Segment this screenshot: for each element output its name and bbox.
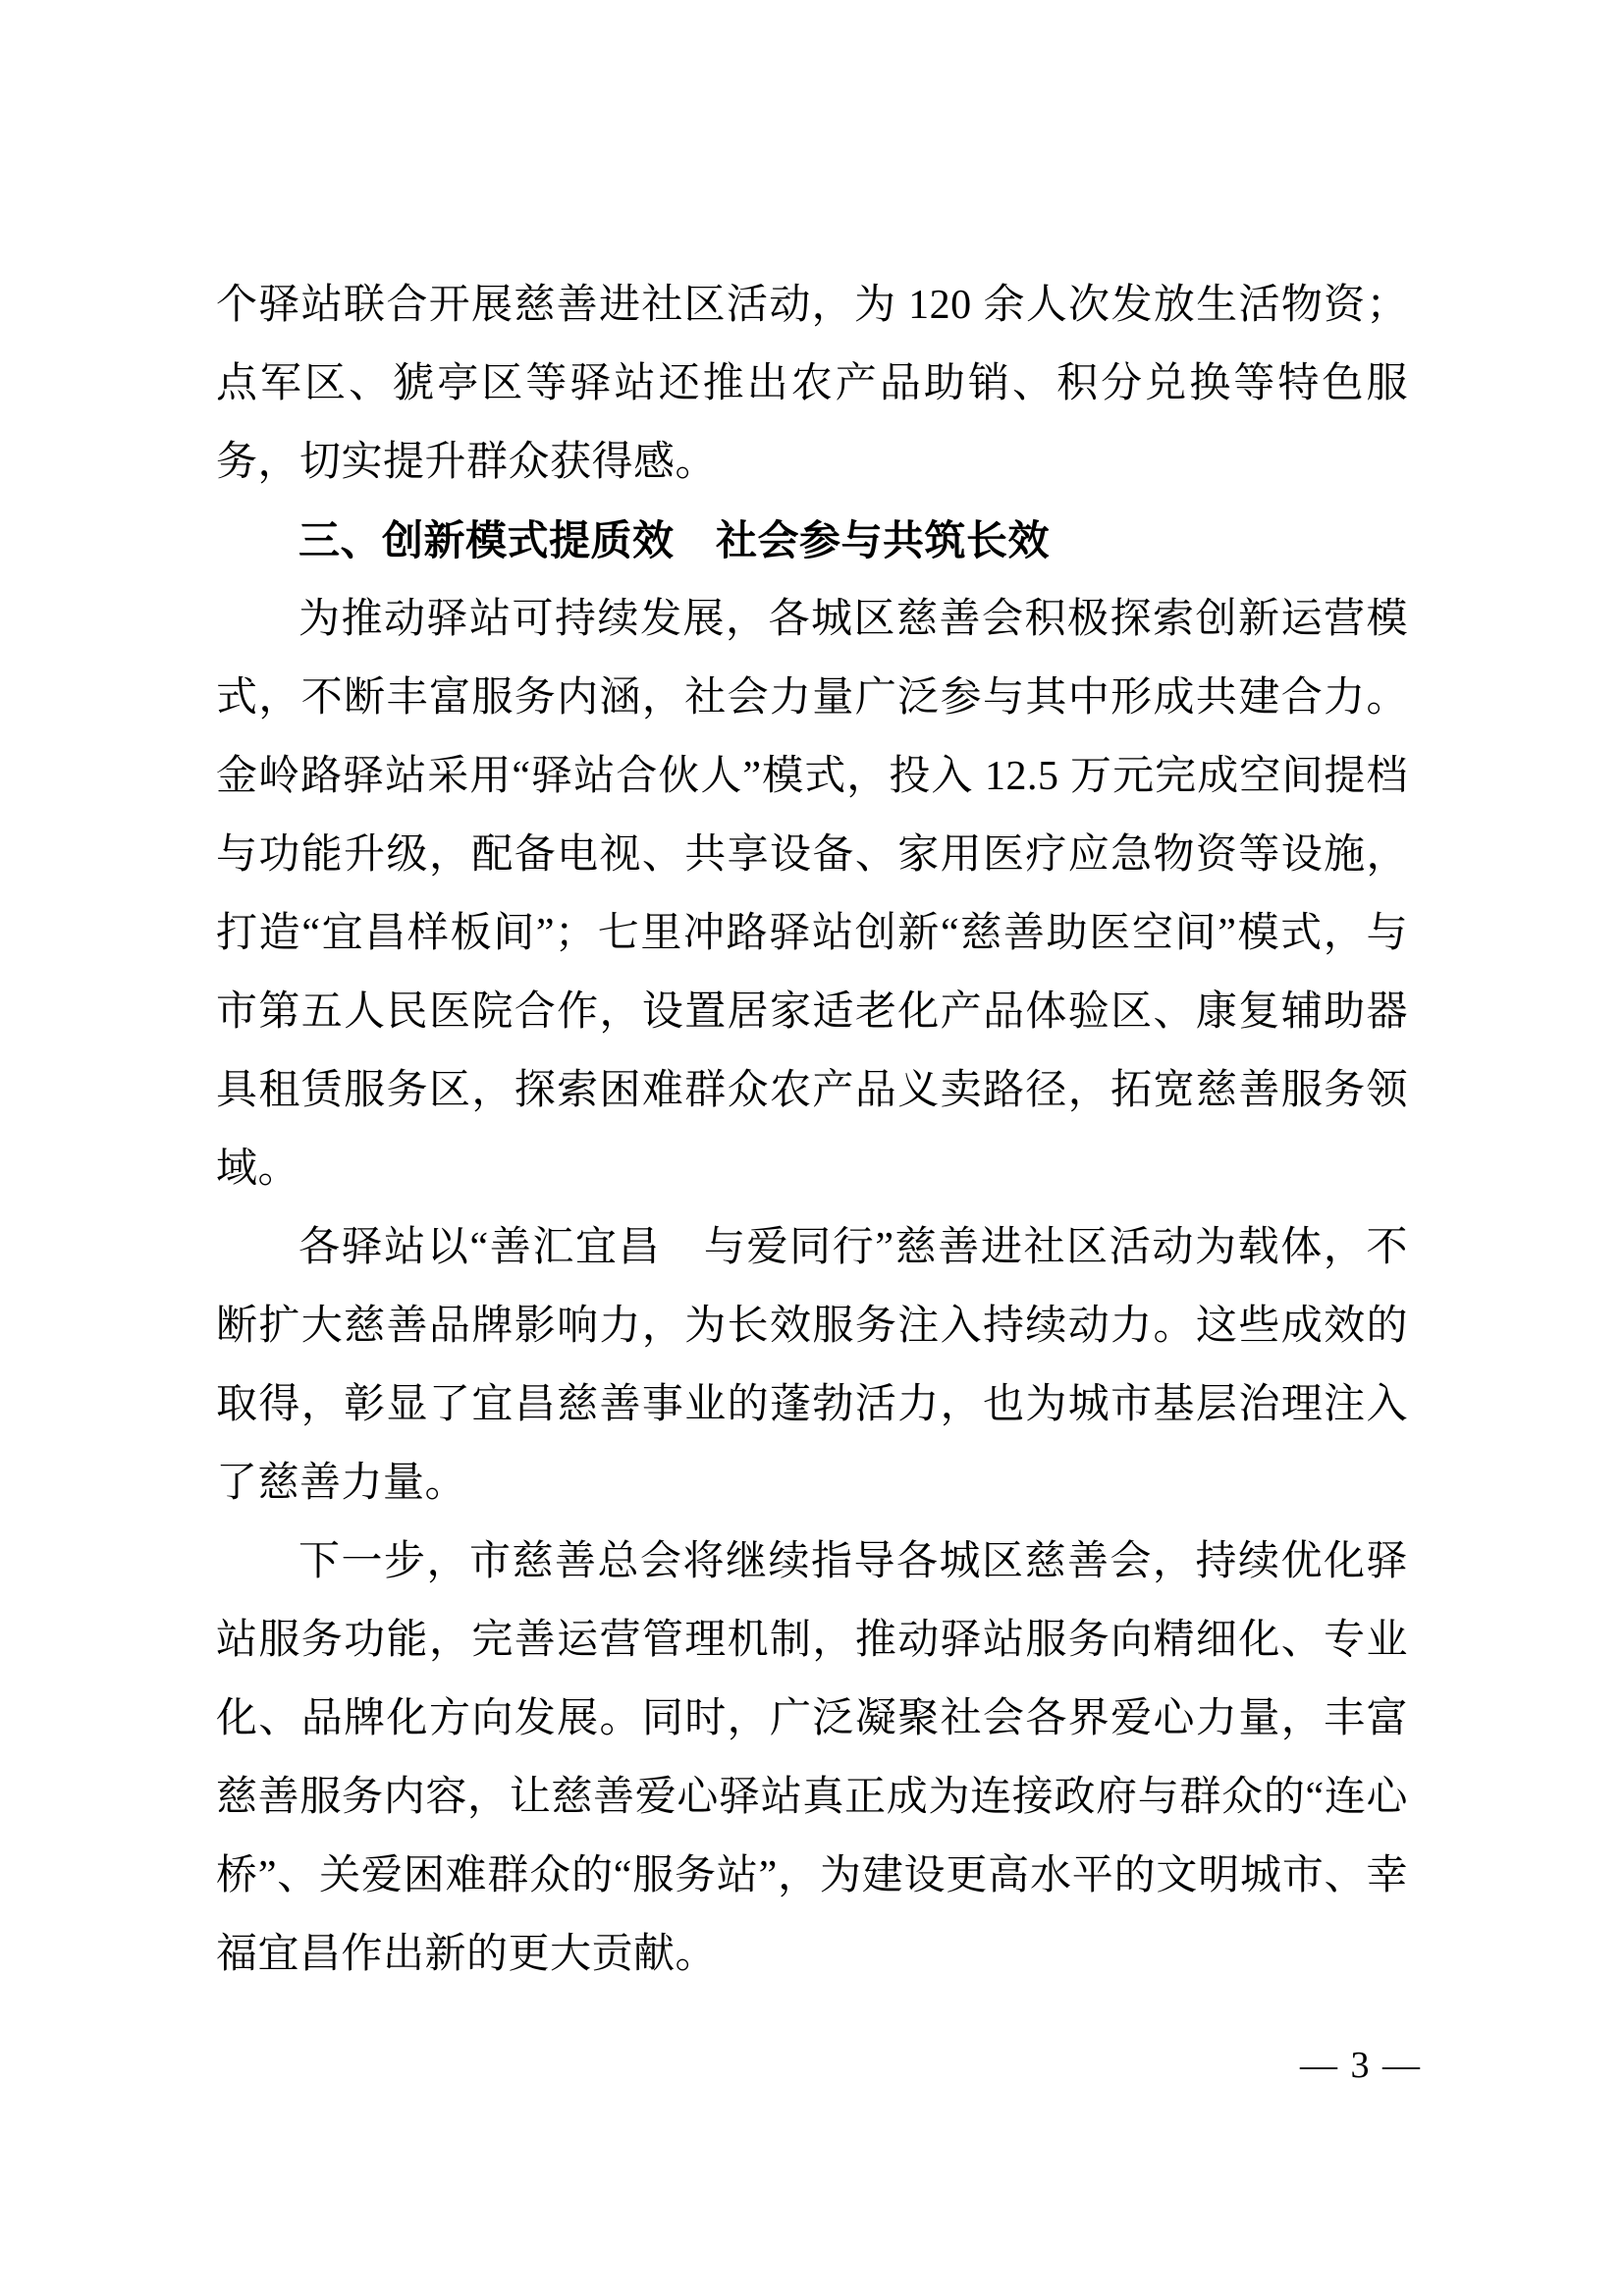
paragraph-brand-building: 各驿站以“善汇宜昌 与爱同行”慈善进社区活动为载体，不断扩大慈善品牌影响力，为长效服务注入持续动力。这些成效的取得，彰显了宜昌慈善事业的蓬勃活力，也为城市基层治理注入了慈善力量。 (216, 1225, 1408, 1506)
paragraph-next-steps: 下一步，市慈善总会将继续指导各城区慈善会，持续优化驿站服务功能，完善运营管理机制，推动驿站服务向精细化、专业化、品牌化方向发展。同时，广泛凝聚社会各界爱心力量，丰富慈善服务内容，让慈善爱心驿站真正成为连接政府与群众的“连心桥”、关爱困难群众的“服务站”，为建设更高水平的文明城市、幸福宜昌作出新的更大贡献。 (216, 1539, 1408, 1977)
section-heading: 三、创新模式提质效 社会参与共筑长效 (298, 517, 1051, 563)
paragraph-innovation-mode: 为推动驿站可持续发展，各城区慈善会积极探索创新运营模式，不断丰富服务内涵，社会力量广泛参与其中形成共建合力。金岭路驿站采用“驿站合伙人”模式，投入 12.5 万元完成空间提档与功能升级，配备电视、共享设备、家用医疗应急物资等设施，打造“宜昌样板间”；七里冲路驿站创新“慈善助医空间”模式，与市第五人民医院合作，设置居家适老化产品体验区、康复辅助器具租赁服务区，探索困难群众农产品义卖路径，拓宽慈善服务领域。 (216, 597, 1408, 1192)
document-body (216, 266, 1408, 1994)
paragraph-continuation: 个驿站联合开展慈善进社区活动，为 120 余人次发放生活物资；点军区、猇亭区等驿站还推出农产品助销、积分兑换等特色服务，切实提升群众获得感。 (216, 283, 1408, 485)
page-number: — 3 — (1300, 2045, 1422, 2086)
